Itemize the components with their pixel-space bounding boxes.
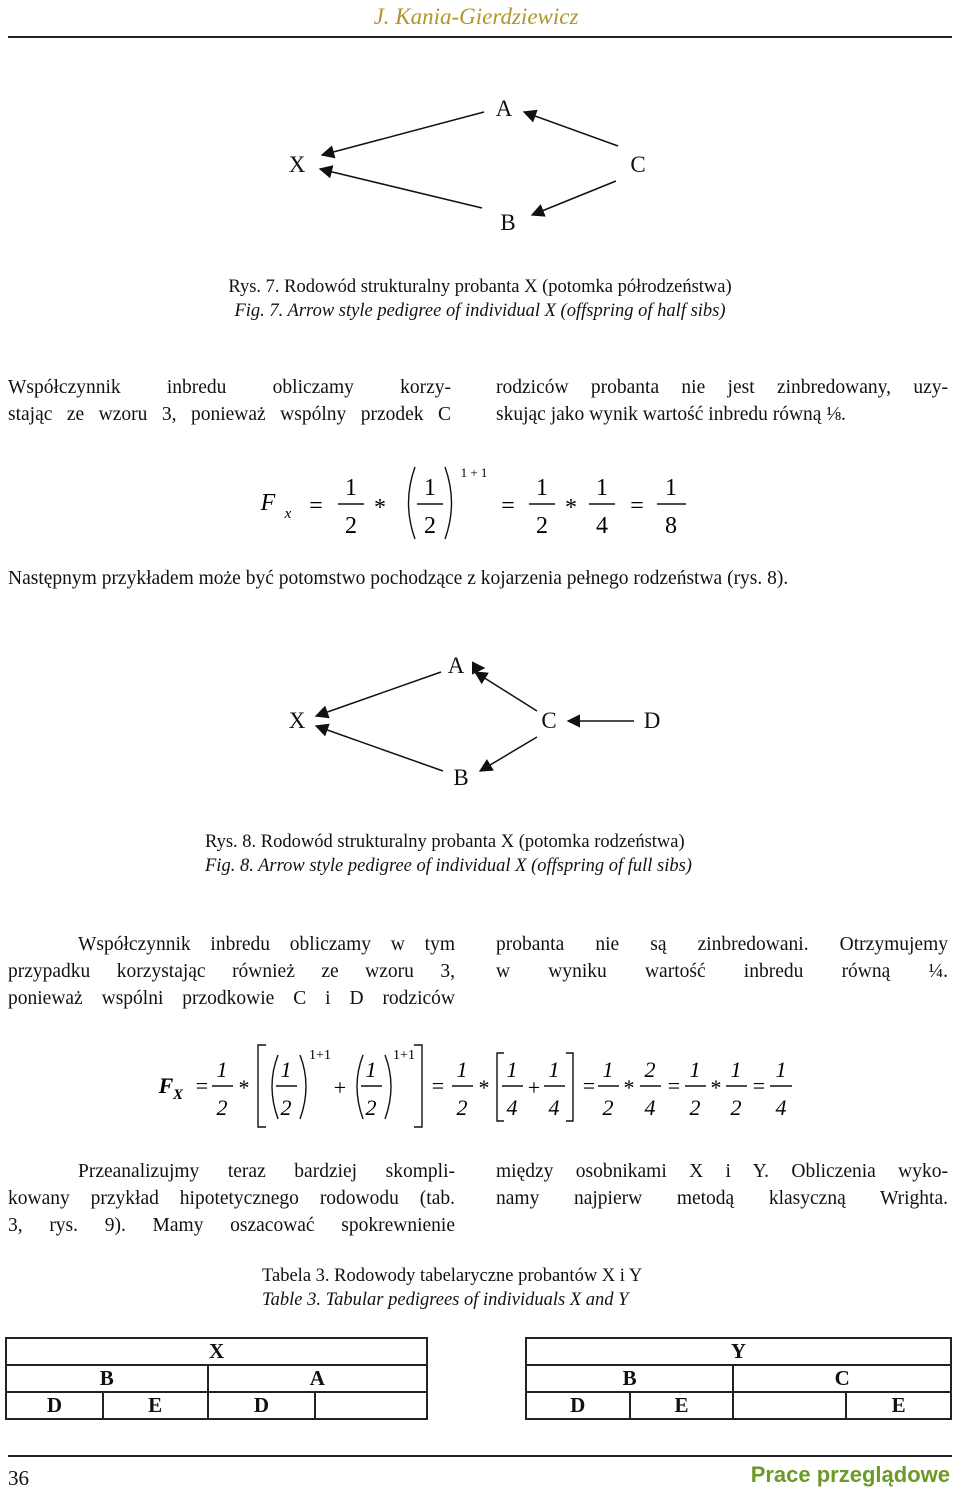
formula2-t6n: 1: [730, 1057, 742, 1082]
formula2-t2n: 1: [456, 1057, 468, 1082]
text-line: skując jako wynik wartość inbredu równą ⅛.: [496, 404, 846, 425]
formula2-b1d: 4: [506, 1095, 518, 1120]
formula2-t2d: 2: [456, 1095, 468, 1120]
cell-y-root: Y: [526, 1338, 951, 1365]
formula1-eq2: =: [501, 493, 515, 519]
formula2-plus2: +: [527, 1075, 541, 1100]
cell-x-root: X: [6, 1338, 427, 1365]
node-a: A: [447, 653, 465, 678]
formula2-t5n: 1: [689, 1057, 701, 1082]
formula2-exp1: 1+1: [309, 1048, 331, 1063]
header-rule: [8, 36, 952, 38]
formula2-t3d: 2: [602, 1095, 614, 1120]
node-x: X: [288, 152, 306, 177]
formula1-times: *: [374, 495, 386, 521]
figure-8-caption: [205, 830, 905, 878]
figure-8-pedigree: [0, 640, 960, 800]
formula2-lhs: F: [158, 1073, 174, 1098]
formula2-a2d: 2: [365, 1095, 377, 1120]
text-line: kowany przykład hipotetycznego rodowodu (tab.: [8, 1188, 455, 1209]
formula-2: [0, 1035, 960, 1135]
formula1-times2: *: [565, 495, 577, 521]
text-line: Współczynnik inbredu obliczamy w tym: [78, 934, 455, 955]
formula1-d4: 4: [596, 513, 608, 539]
formula2-t7d: 4: [775, 1095, 787, 1120]
para3-right: [496, 931, 948, 985]
spacer-cell: [427, 1338, 526, 1365]
text-line: 3, rys. 9). Mamy oszacować spokrewnienie: [8, 1215, 455, 1236]
text-line: między osobnikami X i Y. Obliczenia wyko-: [496, 1161, 948, 1182]
formula2-t7n: 1: [775, 1057, 787, 1082]
caption-pl: Rys. 7. Rodowód strukturalny probanta X (potomka półrodzeństwa): [228, 277, 732, 297]
text-line: przypadku korzystając również ze wzoru 3,: [8, 961, 455, 982]
table-row: [6, 1365, 951, 1392]
formula1-sub: x: [284, 506, 292, 522]
cell-y-grand: E: [630, 1392, 734, 1419]
figure-8-arrows: [0, 640, 960, 800]
cell-x-grand: E: [103, 1392, 208, 1419]
formula2-times2: *: [478, 1075, 490, 1100]
arrow-b-to-x: [320, 169, 482, 208]
formula2-eq: =: [195, 1073, 209, 1098]
text-line: w wyniku wartość inbredu równą ¼.: [496, 961, 948, 982]
para2: Następnym przykładem może być potomstwo pochodzące z kojarzenia pełnego rodzeństwa (rys. 8).: [8, 568, 789, 589]
table-row: [6, 1392, 951, 1419]
formula2-times4: *: [710, 1075, 722, 1100]
formula2-a1d: 2: [280, 1095, 292, 1120]
node-a: A: [495, 96, 513, 121]
formula2-times: *: [238, 1075, 250, 1100]
formula2-eq4: =: [667, 1073, 681, 1098]
formula1-n5: 1: [665, 475, 677, 501]
formula2-t4n: 2: [644, 1057, 656, 1082]
arrow-a-to-x: [322, 112, 484, 155]
text-line: namy najpierw metodą klasyczną Wrighta.: [496, 1188, 948, 1209]
figure-7-caption: [0, 275, 960, 323]
figure-7-arrows: [0, 80, 960, 260]
formula1-n1: 1: [345, 475, 357, 501]
arrow-a-to-x: [316, 672, 441, 716]
formula2-t5d: 2: [689, 1095, 701, 1120]
caption-pl: Tabela 3. Rodowody tabelaryczne probantów X i Y: [262, 1266, 643, 1286]
running-header: J. Kania-Gierdziewicz: [373, 4, 579, 29]
cell-y-parent: C: [733, 1365, 951, 1392]
para3-left: [8, 931, 455, 1012]
footer-rule: [8, 1455, 952, 1457]
formula2-times3: *: [623, 1075, 635, 1100]
caption-en: Fig. 8. Arrow style pedigree of individual X (offspring of full sibs): [205, 856, 692, 876]
node-d: D: [643, 708, 661, 733]
text-line: Współczynnik inbredu obliczamy korzy-: [8, 377, 451, 398]
section-title: Prace przeglądowe: [750, 1462, 950, 1487]
formula2-plus: +: [333, 1075, 347, 1100]
formula1-d3: 2: [536, 513, 548, 539]
cell-y-grand: [733, 1392, 846, 1419]
arrow-c-to-a: [524, 112, 618, 146]
formula1-n2: 1: [424, 475, 436, 501]
caption-pl: Rys. 8. Rodowód strukturalny probanta X (potomka rodzeństwa): [205, 832, 685, 852]
para4-right: [496, 1158, 948, 1212]
formula1-n3: 1: [536, 475, 548, 501]
formula2-exp2: 1+1: [393, 1048, 415, 1063]
arrow-c-to-b: [532, 181, 616, 215]
caption-en: Table 3. Tabular pedigrees of individuals X and Y: [262, 1290, 629, 1310]
arrow-b-to-x: [316, 726, 443, 771]
caption-en: Fig. 7. Arrow style pedigree of individual X (offspring of half sibs): [234, 301, 726, 321]
text-line: stając ze wzoru 3, ponieważ wspólny przodek C: [8, 404, 451, 425]
formula2-t4d: 4: [644, 1095, 656, 1120]
formula2-eq3: =: [582, 1073, 596, 1098]
formula2-t3n: 1: [602, 1057, 614, 1082]
text-line: ponieważ wspólni przodkowie C i D rodziców: [8, 988, 455, 1009]
cell-y-grand: D: [526, 1392, 630, 1419]
table-row: [6, 1338, 951, 1365]
node-b: B: [453, 765, 469, 790]
cell-x-parent: B: [6, 1365, 208, 1392]
arrow-c-to-a: [475, 672, 537, 711]
formula2-sub: X: [172, 1087, 184, 1103]
formula1-d5: 8: [665, 513, 677, 539]
page-number: 36: [8, 1466, 29, 1490]
formula1-d1: 2: [345, 513, 357, 539]
para1-right: [496, 374, 948, 428]
cell-y-grand: E: [846, 1392, 951, 1419]
formula1-eq3: =: [630, 493, 644, 519]
formula2-eq5: =: [752, 1073, 766, 1098]
spacer-cell: [427, 1392, 526, 1419]
formula2-b2d: 4: [548, 1095, 560, 1120]
node-c: C: [630, 152, 646, 177]
formula1-exponent: 1 + 1: [460, 465, 488, 480]
formula2-a2n: 1: [365, 1057, 377, 1082]
formula1-n4: 1: [596, 475, 608, 501]
para4-left: [8, 1158, 455, 1239]
formula1-eq: =: [309, 493, 323, 519]
spacer-cell: [427, 1365, 526, 1392]
formula1-lhs: F: [260, 490, 276, 516]
node-x: X: [288, 708, 306, 733]
text-line: Przeanalizujmy teraz bardziej skompli-: [78, 1161, 455, 1182]
node-b: B: [500, 210, 516, 235]
formula2-t6d: 2: [730, 1095, 742, 1120]
cell-y-parent: B: [526, 1365, 734, 1392]
text-line: probanta nie są zinbredowani. Otrzymujemy: [496, 934, 948, 955]
para1-left: [8, 374, 451, 428]
cell-x-parent: A: [208, 1365, 428, 1392]
table-3-caption: [262, 1264, 922, 1312]
text-line: rodziców probanta nie jest zinbredowany, uzy-: [496, 377, 948, 398]
cell-x-grand: D: [6, 1392, 103, 1419]
arrow-c-to-b: [480, 737, 537, 771]
cell-x-grand: [315, 1392, 427, 1419]
formula1-d2: 2: [424, 513, 436, 539]
formula-1: [0, 455, 960, 555]
formula2-t1d: 2: [216, 1095, 228, 1120]
formula2-b1n: 1: [506, 1057, 518, 1082]
node-c: C: [541, 708, 557, 733]
cell-x-grand: D: [208, 1392, 316, 1419]
figure-7-pedigree: [0, 80, 960, 260]
pedigree-table: [5, 1337, 952, 1420]
formula2-t1n: 1: [216, 1057, 228, 1082]
formula2-eq2: =: [431, 1073, 445, 1098]
formula2-a1n: 1: [280, 1057, 292, 1082]
formula2-b2n: 1: [548, 1057, 560, 1082]
